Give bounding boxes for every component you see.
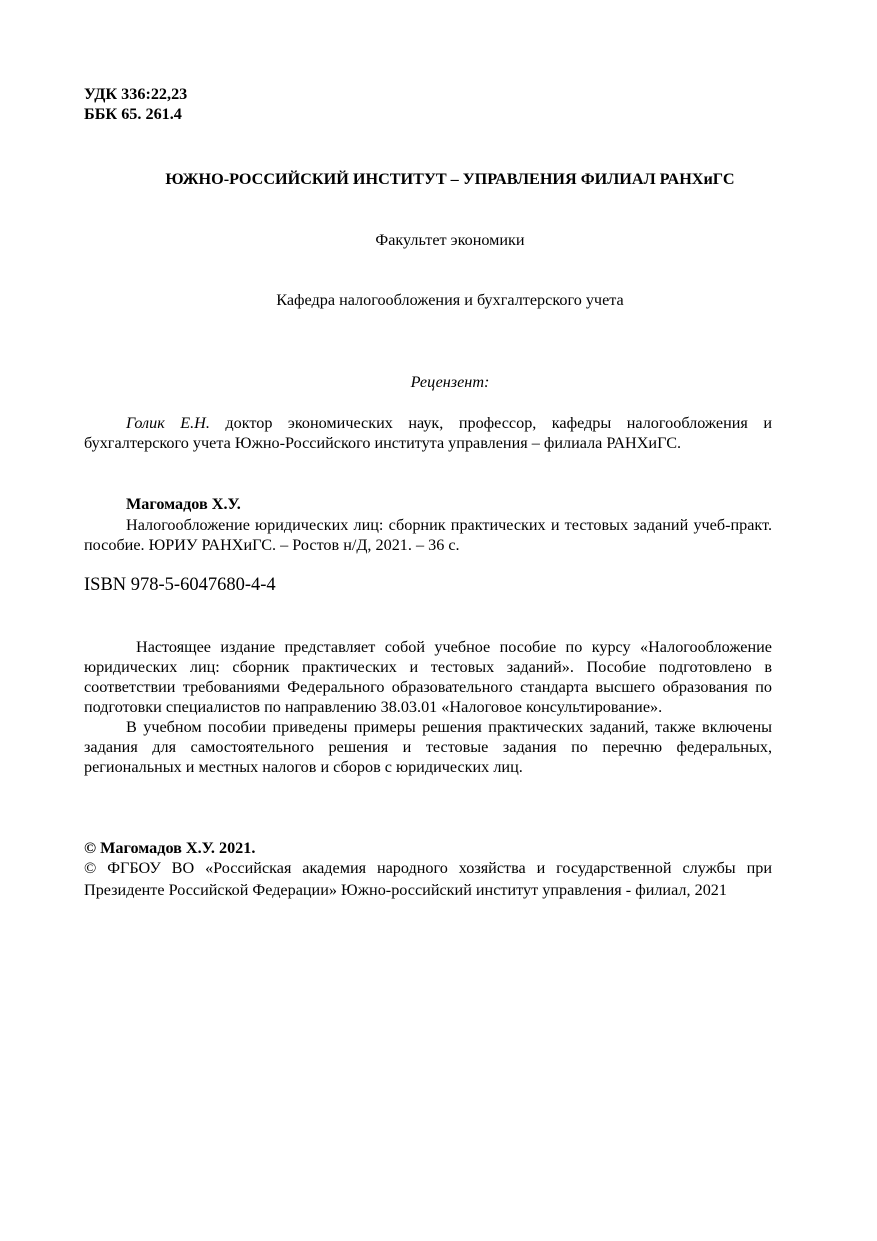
bbk-code: ББК 65. 261.4 <box>84 105 182 123</box>
abstract-paragraph-1: Настоящее издание представляет собой учебное пособие по курсу «Налогообложение юридических лиц: сборник практических и тестовых заданий». Пособие подготовлено в соответствии требованиями Федерального образовательного стандарта высшего образования по подготовки специалистов по направлению 38.03.01 «Налоговое консультирование». <box>84 638 772 716</box>
reviewer-paragraph <box>84 413 772 453</box>
reviewer-description: доктор экономических наук, профессор, кафедры налогообложения и бухгалтерского учета Южно-Российского института управления – филиала РАНХиГС. <box>84 414 772 452</box>
institute-title: ЮЖНО-РОССИЙСКИЙ ИНСТИТУТ – УПРАВЛЕНИЯ ФИЛИАЛ РАНХиГС <box>165 170 735 188</box>
author-citation: Налогообложение юридических лиц: сборник практических и тестовых заданий учеб-практ. пособие. ЮРИУ РАНХиГС. – Ростов н/Д, 2021. – 36 с. <box>84 516 772 554</box>
copyright-organization: © ФГБОУ ВО «Российская академия народного хозяйства и государственной службы при Президенте Российской Федерации» Южно-российский институт управления - филиал, 2021 <box>84 859 772 899</box>
faculty-name: Факультет экономики <box>375 231 525 249</box>
udc-code: УДК 336:22,23 <box>84 85 188 103</box>
reviewer-heading: Рецензент: <box>410 373 490 391</box>
author-name: Магомадов Х.У. <box>126 495 241 513</box>
copyright-block <box>84 838 772 901</box>
copyright-author: © Магомадов Х.У. 2021. <box>84 839 256 857</box>
classification-codes <box>84 84 772 124</box>
abstract-paragraph-2: В учебном пособии приведены примеры решения практических заданий, также включены задания для самостоятельного решения и тестовые задания по перечню федеральных, региональных и местных налогов и сборов с юридических лиц. <box>84 718 772 776</box>
department-name: Кафедра налогообложения и бухгалтерского учета <box>276 291 624 309</box>
reviewer-name: Голик Е.Н. <box>126 414 210 432</box>
isbn-number: ISBN 978-5-6047680-4-4 <box>84 575 276 595</box>
abstract <box>84 637 772 777</box>
